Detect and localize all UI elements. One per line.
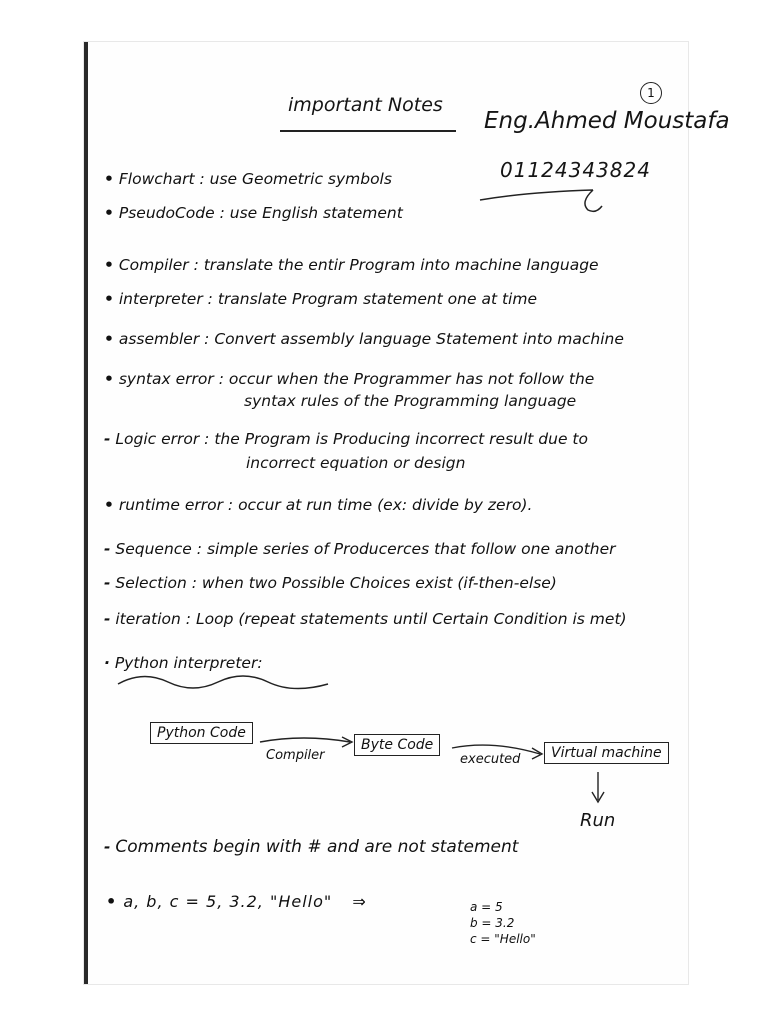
note-text: use English statement [229,204,403,222]
author-name: Eng.Ahmed Moustafa [484,108,730,134]
flourish-stroke [480,190,602,211]
note-text: Loop (repeat statements until Certain Condition is met) [195,610,627,628]
assignment-code: a, b, c = 5, 3.2, "Hello" [123,892,333,911]
note-item [104,168,392,190]
note-separator: : [219,204,225,222]
flow-output-run: Run [580,810,616,831]
flow-edge-label-compiler: Compiler [266,748,325,763]
bullet: - [104,540,111,558]
note-term: syntax error [118,370,214,388]
python-heading [104,652,263,674]
note-separator: : [207,290,213,308]
note-term: Sequence [115,540,192,558]
bullet: • [104,370,114,388]
note-item [104,288,537,310]
note-text: the Program is Producing incorrect result due to [214,430,588,448]
page-title: important Notes [288,94,443,116]
bullet: - [104,610,111,628]
flow-arrow-1 [260,737,352,747]
note-term: interpreter [118,290,203,308]
assignment-result-b: b = 3.2 [470,916,515,930]
note-separator: : [227,496,234,514]
bullet: • [104,204,114,222]
note-text: when two Possible Choices exist (if-then-else) [201,574,557,592]
note-text: Convert assembly language Statement into machine [214,330,624,348]
bullet: • [104,330,114,348]
note-separator: : [218,370,224,388]
note-separator: : [196,540,203,558]
assignment-line [106,892,367,911]
note-separator: : [185,610,192,628]
note-separator: : [193,256,199,274]
note-term: assembler [118,330,200,348]
notebook-page [84,42,730,984]
note-item [104,428,588,450]
note-separator: : [199,170,205,188]
implies-arrow-icon: ⇒ [352,892,367,911]
note-text: translate the entir Program into machine language [203,256,599,274]
note-item [104,572,557,594]
note-term: Selection [115,574,187,592]
note-item [104,328,624,350]
flow-node-python-code: Python Code [150,722,253,744]
bullet: · [104,654,110,672]
note-text: occur when the Programmer has not follow the [228,370,595,388]
note-text: translate Program statement one at time [217,290,537,308]
note-item [104,202,403,224]
note-term: iteration [115,610,181,628]
bullet: - [104,574,111,592]
note-text: simple series of Producerces that follow one another [206,540,616,558]
note-item [104,494,532,516]
note-term: runtime error [118,496,223,514]
note-item [104,368,594,390]
flow-arrow-down [592,772,604,802]
note-term: Flowchart [118,170,195,188]
bullet: • [104,290,114,308]
note-term: Compiler [118,256,189,274]
note-item [104,608,627,630]
assignment-result-a: a = 5 [470,900,503,914]
note-text: Comments begin with # and are not statement [115,837,519,857]
title-underline [280,130,456,132]
assignment-result-c: c = "Hello" [470,932,536,946]
wavy-underline [118,676,328,689]
note-separator: : [191,574,197,592]
note-separator: : [204,430,210,448]
note-continuation: incorrect equation or design [246,454,466,472]
flow-edge-label-executed: executed [460,752,521,767]
note-text: use Geometric symbols [209,170,392,188]
note-item [104,254,599,276]
flow-node-virtual-machine: Virtual machine [544,742,669,764]
note-term: Logic error [115,430,200,448]
bullet: • [104,496,114,514]
note-item [104,538,616,560]
phone-number: 01124343824 [500,158,651,182]
page-number: 1 [640,82,662,104]
flow-node-byte-code: Byte Code [354,734,440,756]
note-separator: : [204,330,210,348]
bullet: - [104,838,111,856]
note-text: occur at run time (ex: divide by zero). [238,496,533,514]
python-heading-text: Python interpreter: [114,654,263,672]
note-term: PseudoCode [118,204,215,222]
bullet: • [104,256,114,274]
note-item [104,836,518,858]
bullet: • [104,170,114,188]
bullet: • [106,892,118,911]
bullet: - [104,430,111,448]
note-continuation: syntax rules of the Programming language [244,392,577,410]
